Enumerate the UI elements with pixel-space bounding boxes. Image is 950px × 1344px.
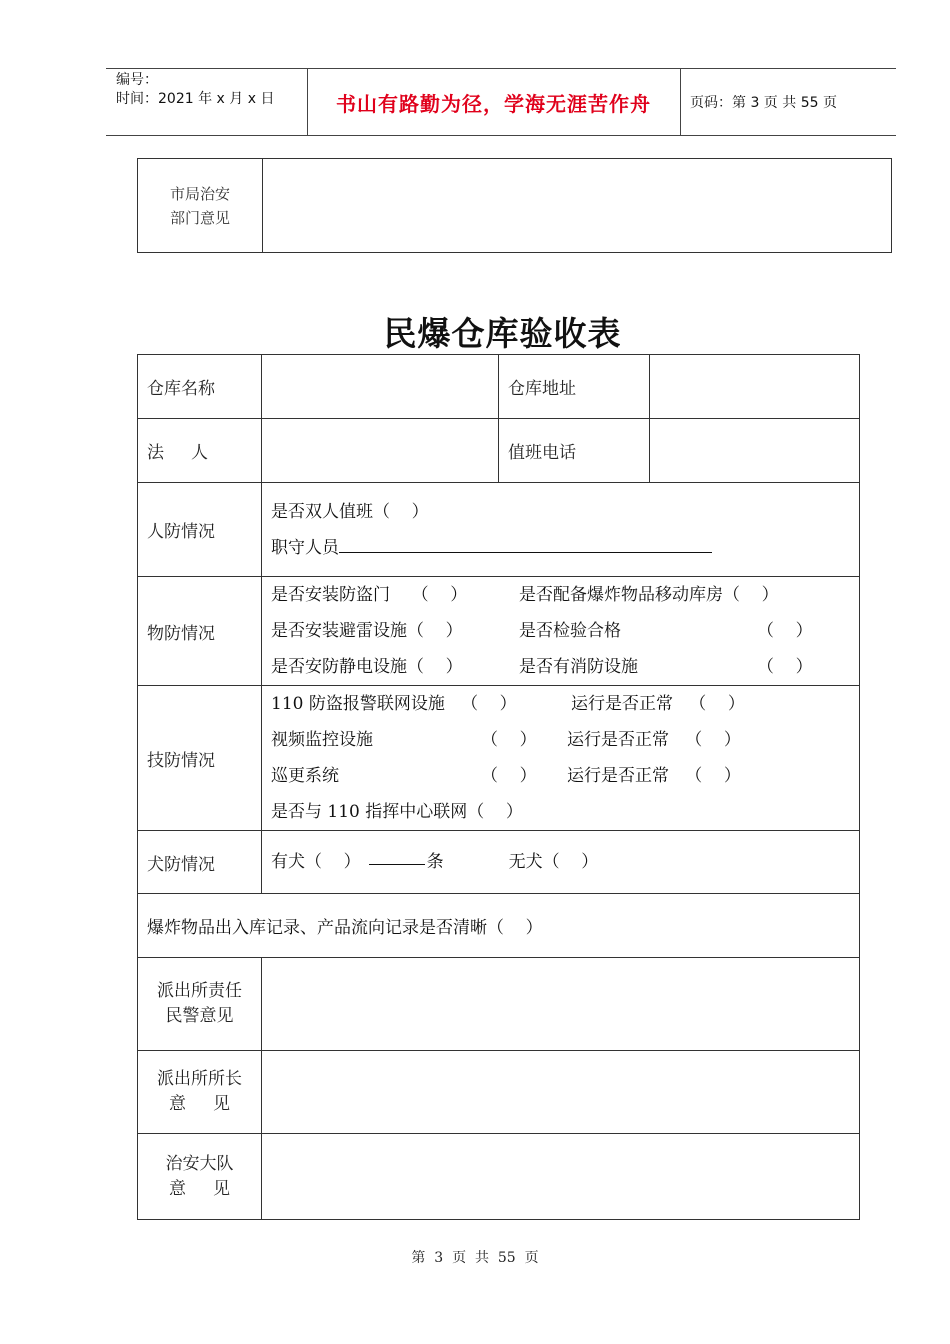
table-row <box>138 483 860 577</box>
dog-defense-label: 犬防情况 <box>138 831 262 894</box>
dog-row <box>271 844 850 880</box>
acceptance-table <box>137 354 860 1220</box>
personnel-defense-content <box>262 483 860 577</box>
label-line: 治安大队 <box>165 1153 234 1174</box>
table-row <box>138 1134 860 1220</box>
mobile-storage-question: 是否配备爆炸物品移动库房（ ） <box>519 585 779 605</box>
station-chief-opinion-label <box>138 1051 262 1134</box>
security-brigade-opinion-value[interactable] <box>262 1134 860 1220</box>
legal-person-label: 法 人 <box>138 419 262 483</box>
on-duty-personnel-row <box>271 530 850 566</box>
page-code: 页码：第 3 页 共 55 页 <box>690 95 837 111</box>
patrol-system-mark: （ ） <box>481 766 537 786</box>
no-dog-question: 无犬（ ） <box>508 852 599 872</box>
anti-theft-door-question: 是否安装防盗门 （ ） <box>271 585 468 605</box>
table-row <box>138 577 860 686</box>
physical-row <box>271 649 850 685</box>
duty-phone-value[interactable] <box>650 419 860 483</box>
city-bureau-opinion-label <box>138 159 262 252</box>
security-brigade-opinion-label <box>138 1134 262 1220</box>
patrol-system-question: 巡更系统 <box>271 766 339 786</box>
label-line: 意 见 <box>168 1094 231 1114</box>
inspection-passed-mark: （ ） <box>757 621 813 641</box>
warehouse-name-value[interactable] <box>262 355 499 419</box>
video-running-question: 运行是否正常 （ ） <box>567 730 741 750</box>
patrol-running-question: 运行是否正常 （ ） <box>567 766 741 786</box>
table-row <box>138 1051 860 1134</box>
physical-defense-label: 物防情况 <box>138 577 262 686</box>
label-line: 民警意见 <box>165 1006 234 1026</box>
table-row <box>138 355 860 419</box>
document-time-label: 时间：2021 年 x 月 x 日 <box>116 91 275 107</box>
table-row <box>138 958 860 1051</box>
police-officer-opinion-label <box>138 958 262 1051</box>
table-row <box>138 831 860 894</box>
inspection-passed-question: 是否检验合格 <box>519 621 621 641</box>
legal-person-value[interactable] <box>262 419 499 483</box>
city-bureau-opinion-table <box>137 158 892 253</box>
personnel-defense-label: 人防情况 <box>138 483 262 577</box>
anti-static-question: 是否安防静电设施（ ） <box>271 657 463 677</box>
warehouse-name-label: 仓库名称 <box>138 355 262 419</box>
label-line: 意 见 <box>168 1178 231 1199</box>
header-top-rule <box>106 68 896 69</box>
on-duty-personnel-blank[interactable] <box>339 532 712 553</box>
video-surveillance-question: 视频监控设施 <box>271 730 373 750</box>
label-line: 派出所所长 <box>157 1069 242 1089</box>
double-duty-question: 是否双人值班（ ） <box>271 501 429 522</box>
header-divider <box>680 68 681 135</box>
table-row <box>138 419 860 483</box>
page-title: 民爆仓库验收表 <box>383 314 622 353</box>
on-duty-personnel-label: 职守人员 <box>271 537 339 558</box>
technical-row <box>271 722 850 758</box>
cell-divider <box>262 159 263 252</box>
document-number-label: 编号： <box>116 72 158 88</box>
physical-defense-content <box>262 577 860 686</box>
station-chief-opinion-value[interactable] <box>262 1051 860 1134</box>
label-line: 部门意见 <box>169 208 230 227</box>
page-footer: 第 3 页 共 55 页 <box>411 1250 539 1266</box>
label-line: 派出所责任 <box>157 981 242 1001</box>
technical-defense-content <box>262 686 860 831</box>
alarm-running-question: 运行是否正常 （ ） <box>571 694 745 714</box>
lightning-protection-question: 是否安装避雷设施（ ） <box>271 621 463 641</box>
fire-facility-mark: （ ） <box>757 657 813 677</box>
physical-row <box>271 613 850 649</box>
alarm-network-question: 110 防盗报警联网设施 （ ） <box>271 694 517 714</box>
header-bottom-rule <box>106 135 896 136</box>
technical-row <box>271 686 850 722</box>
warehouse-address-value[interactable] <box>650 355 860 419</box>
dog-count-unit: 条 <box>426 852 444 872</box>
technical-defense-label: 技防情况 <box>138 686 262 831</box>
warehouse-address-label: 仓库地址 <box>499 355 650 419</box>
video-surveillance-mark: （ ） <box>481 730 537 750</box>
records-clear-question: 爆炸物品出入库记录、产品流向记录是否清晰（ ） <box>138 894 860 958</box>
has-dog-question: 有犬（ ） <box>271 852 361 872</box>
table-row <box>138 686 860 831</box>
technical-row <box>271 758 850 794</box>
physical-row <box>271 577 850 613</box>
label-line: 市局治安 <box>169 184 230 203</box>
dog-count-blank[interactable] <box>369 844 425 865</box>
dog-defense-content <box>262 831 860 894</box>
duty-phone-label: 值班电话 <box>499 419 650 483</box>
command-center-question: 是否与 110 指挥中心联网（ ） <box>271 802 523 822</box>
police-officer-opinion-value[interactable] <box>262 958 860 1051</box>
fire-facility-question: 是否有消防设施 <box>519 657 638 677</box>
table-row <box>138 894 860 958</box>
header-slogan: 书山有路勤为径，学海无涯苦作舟 <box>336 92 651 116</box>
